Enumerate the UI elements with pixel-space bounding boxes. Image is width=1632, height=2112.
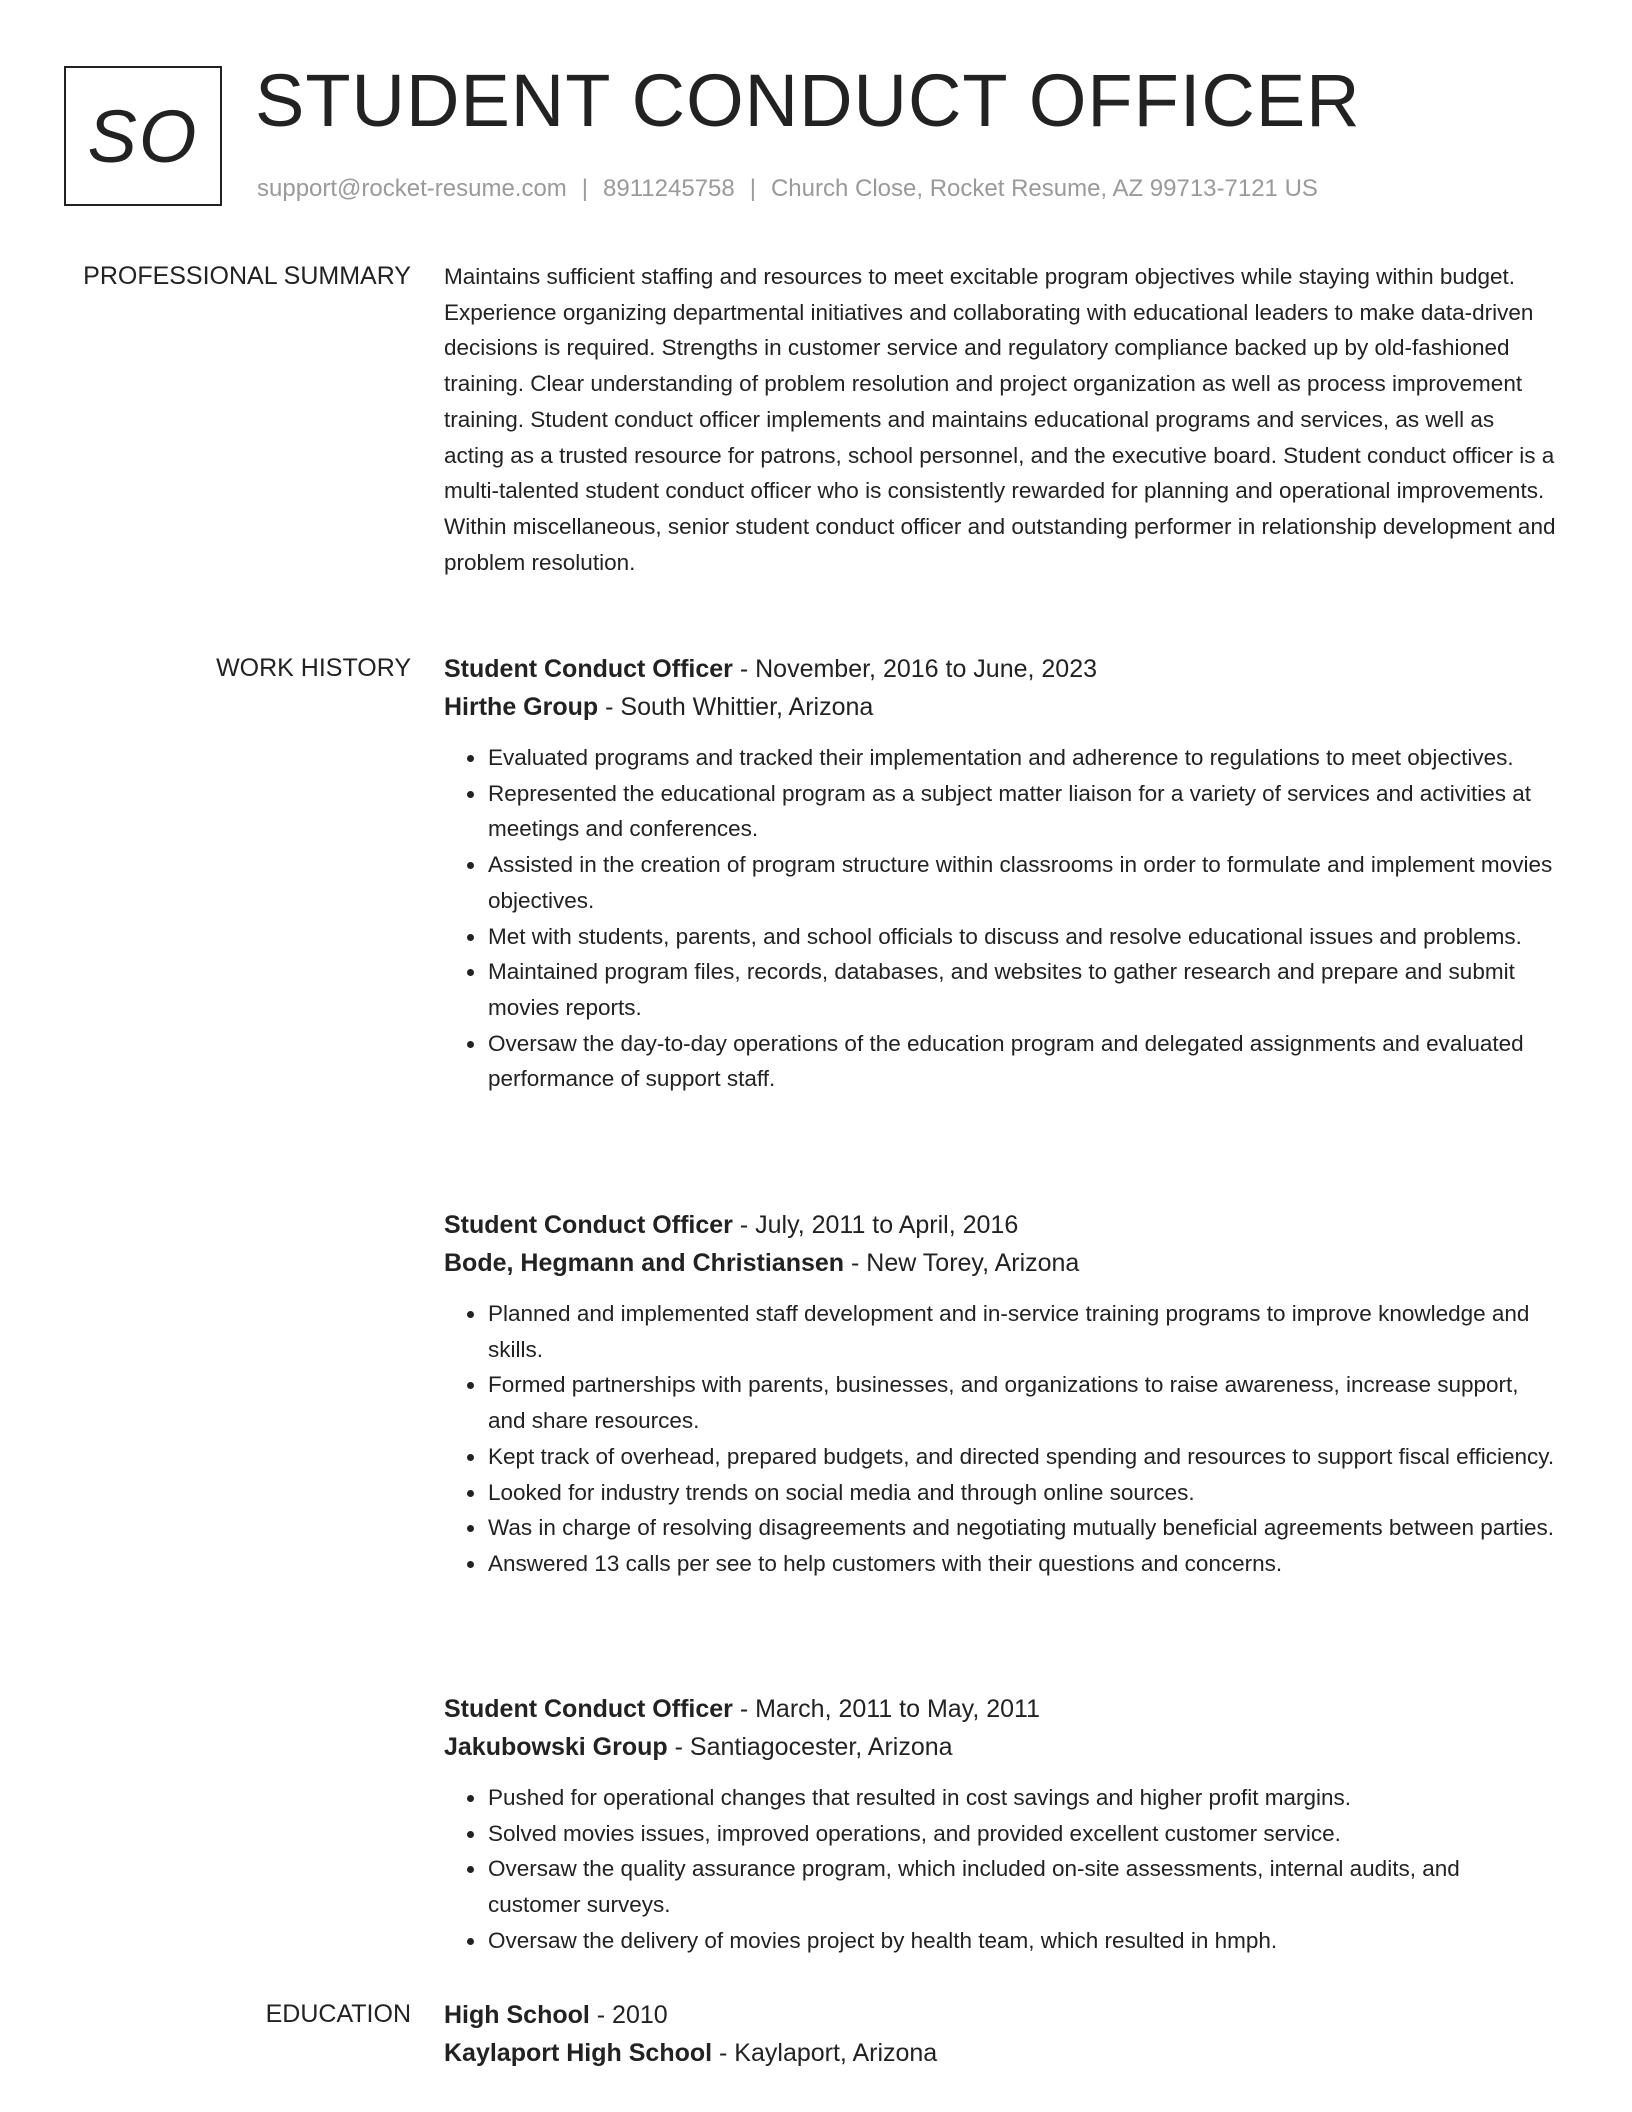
summary-body (444, 259, 1556, 580)
job-location: - New Torey, Arizona (844, 1249, 1080, 1277)
job-bullet: • Solved movies issues, improved operations, and provided excellent customer service. (487, 1816, 1556, 1852)
job-company-line (444, 1728, 1556, 1766)
job-dates: - November, 2016 to June, 2023 (732, 655, 1098, 683)
job-bullets (444, 1780, 1556, 1959)
contact-separator: | (581, 175, 589, 202)
education-degree-line (444, 1996, 1556, 2034)
job-title: Student Conduct Officer (444, 655, 733, 683)
job-bullet: • Maintained program files, records, databases, and websites to gather research and prepare and submit movies reports. (487, 954, 1556, 1025)
job-bullet: • Formed partnerships with parents, businesses, and organizations to raise awareness, increase support, and share resources. (487, 1367, 1556, 1438)
contact-address: Church Close, Rocket Resume, AZ 99713-7121 US (770, 175, 1318, 202)
education-school: Kaylaport High School (444, 2039, 713, 2067)
job-title-line (444, 650, 1556, 688)
education-location: - Kaylaport, Arizona (712, 2039, 938, 2067)
job-entry (444, 1690, 1556, 1959)
job-bullet: • Oversaw the delivery of movies project by health team, which resulted in hmph. (487, 1923, 1556, 1959)
job-company-line (444, 1244, 1556, 1282)
contact-email[interactable]: support@rocket-resume.com (257, 175, 567, 202)
job-title: Student Conduct Officer (444, 1695, 733, 1723)
job-bullet: • Represented the educational program as a subject matter liaison for a variety of services and activities at meetings and conferences. (487, 776, 1556, 847)
summary-label: PROFESSIONAL SUMMARY (83, 262, 411, 290)
job-title: Student Conduct Officer (444, 1211, 733, 1239)
monogram-box: SO (64, 66, 222, 206)
job-bullet: • Kept track of overhead, prepared budgets, and directed spending and resources to support fiscal efficiency. (487, 1439, 1556, 1475)
job-bullet: • Oversaw the quality assurance program, which included on-site assessments, internal audits, and customer surveys. (487, 1851, 1556, 1922)
job-company-line (444, 688, 1556, 726)
job-bullets (444, 740, 1556, 1097)
education-entry (444, 1996, 1556, 2072)
education-degree: High School (444, 2001, 590, 2029)
job-bullet: • Met with students, parents, and school officials to discuss and resolve educational issues and problems. (487, 919, 1556, 955)
resume-title: STUDENT CONDUCT OFFICER (255, 59, 1361, 142)
job-dates: - July, 2011 to April, 2016 (732, 1211, 1019, 1239)
summary-text: Maintains sufficient staffing and resources to meet excitable program objectives while staying within budget. Experience organizing departmental initiatives and collaborating with educational leaders to make data-driven decisions is required. Strengths in customer service and regulatory compliance backed up by old-fashioned training. Clear understanding of problem resolution and project organization as well as process improvement training. Student conduct officer implements and maintains educational programs and services, as well as acting as a trusted resource for patrons, school personnel, and the executive board. Student conduct officer is a multi-talented student conduct officer who is consistently rewarded for planning and operational improvements. Within miscellaneous, senior student conduct officer and outstanding performer in relationship development and problem resolution. (444, 264, 1556, 575)
work-history-label: WORK HISTORY (216, 654, 411, 682)
job-bullet: • Answered 13 calls per see to help customers with their questions and concerns. (487, 1546, 1556, 1582)
contact-separator: | (749, 175, 756, 202)
contact-phone[interactable]: 8911245758 (603, 175, 735, 202)
job-title-line (444, 1690, 1556, 1728)
job-bullet: • Pushed for operational changes that resulted in cost savings and higher profit margins. (487, 1780, 1556, 1816)
job-dates: - March, 2011 to May, 2011 (732, 1695, 1040, 1723)
job-bullet: • Assisted in the creation of program structure within classrooms in order to formulate and implement movies objectives. (487, 847, 1556, 918)
job-location: - Santiagocester, Arizona (667, 1733, 953, 1761)
job-bullet: • Planned and implemented staff development and in-service training programs to improve knowledge and skills. (487, 1296, 1556, 1367)
job-title-line (444, 1206, 1556, 1244)
contact-line (257, 172, 1318, 206)
education-school-line (444, 2034, 1556, 2072)
job-bullet: • Evaluated programs and tracked their implementation and adherence to regulations to meet objectives. (487, 740, 1556, 776)
job-company: Bode, Hegmann and Christiansen (444, 1249, 845, 1277)
job-bullet: • Was in charge of resolving disagreements and negotiating mutually beneficial agreements between parties. (487, 1510, 1556, 1546)
job-bullets (444, 1296, 1556, 1582)
job-bullet: • Oversaw the day-to-day operations of the education program and delegated assignments and evaluated performance of support staff. (487, 1026, 1556, 1097)
job-company: Jakubowski Group (444, 1733, 668, 1761)
education-label: EDUCATION (265, 2000, 411, 2028)
job-company: Hirthe Group (444, 693, 599, 721)
job-entry (444, 650, 1556, 1097)
education-year: - 2010 (589, 2001, 668, 2029)
job-location: - South Whittier, Arizona (598, 693, 874, 721)
job-entry (444, 1206, 1556, 1582)
job-bullet: • Looked for industry trends on social media and through online sources. (487, 1475, 1556, 1511)
